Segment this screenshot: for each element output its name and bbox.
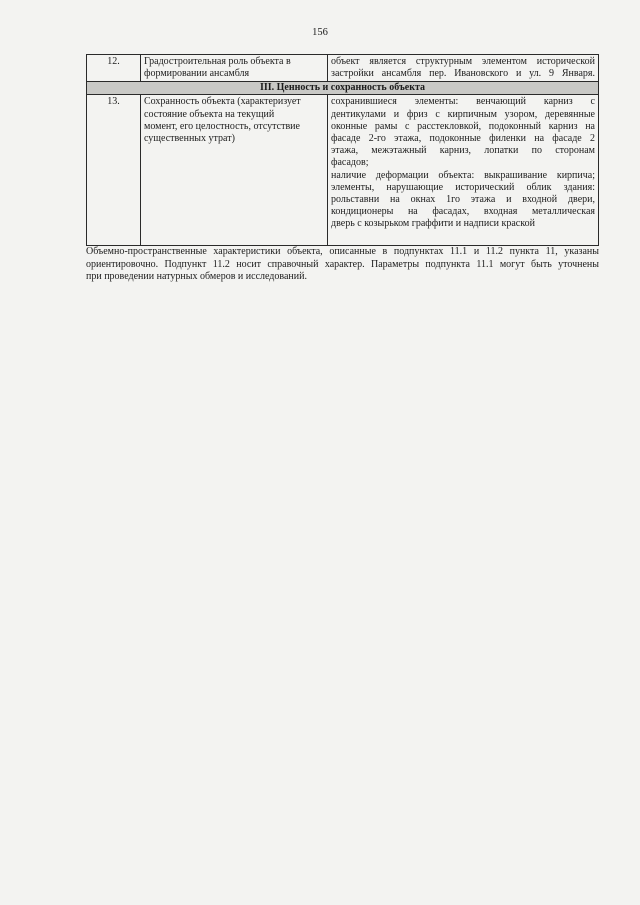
row-value-line: застройки ансамбля пер. Ивановского и ул. 9 Января.: [331, 68, 595, 80]
row-value-cell: [328, 55, 599, 82]
row-name-line: формировании ансамбля: [144, 68, 250, 80]
row-value-line: оконные рамы с расстекловкой, подоконный карниз на: [331, 120, 595, 132]
row-value-line: объект является структурным элементом исторической: [331, 56, 595, 67]
row-value-line: наличие деформации объекта: выкрашивание кирпича;: [331, 169, 595, 181]
row-value-line: фасадов;: [331, 157, 369, 169]
row-name-line: существенных утрат): [144, 133, 235, 145]
row-name-line: момент, его целостность, отсутствие: [144, 120, 300, 132]
row-value-cell: [328, 95, 599, 246]
footnote-line: Объемно-пространственные характеристики объекта, описанные в подпунктах 11.1 и 11.2 пункта 11, указаны: [86, 246, 599, 257]
table-row: [87, 95, 599, 246]
row-name-line: Сохранность объекта (характеризует: [144, 96, 301, 108]
footnote-line: при проведении натурных обмеров и исследований.: [86, 271, 307, 283]
row-name-line: состояние объекта на текущий: [144, 108, 275, 120]
row-value-line: рольставни на окнах 1го этажа и входной двери,: [331, 194, 595, 206]
row-name-cell: [141, 55, 328, 82]
characteristics-table: [86, 54, 599, 246]
row-value-line: элементы, нарушающие исторический облик здания:: [331, 181, 595, 193]
table-row: [87, 55, 599, 82]
row-number: 12.: [87, 55, 141, 82]
row-value-line: дентикулами и фриз с кирпичным узором, деревянные: [331, 108, 595, 120]
row-value-line: сохранившиеся элементы: венчающий карниз с: [331, 96, 595, 108]
row-value-line: этажа, межэтажный карниз, лопатки по сторонам: [331, 145, 595, 157]
section-header-row: [87, 82, 599, 95]
page-number: 156: [312, 27, 328, 38]
row-value-line: дверь с козырьком граффити и надписи краской: [331, 218, 535, 230]
row-number: 13.: [87, 95, 141, 246]
section-title: III. Ценность и сохранность объекта: [87, 82, 599, 95]
row-name-line: Градостроительная роль объекта в: [144, 56, 291, 67]
footnote-paragraph: [86, 246, 599, 284]
row-value-line: кондиционеры на фасадах, входная металлическая: [331, 206, 595, 218]
row-name-cell: [141, 95, 328, 246]
footnote-line: ориентировочно. Подпункт 11.2 носит справочный характер. Параметры подпункта 11.1 могут быть уточнены: [86, 258, 599, 270]
row-value-line: фасаде 2-го этажа, подоконные филенки на фасаде 2: [331, 133, 595, 145]
